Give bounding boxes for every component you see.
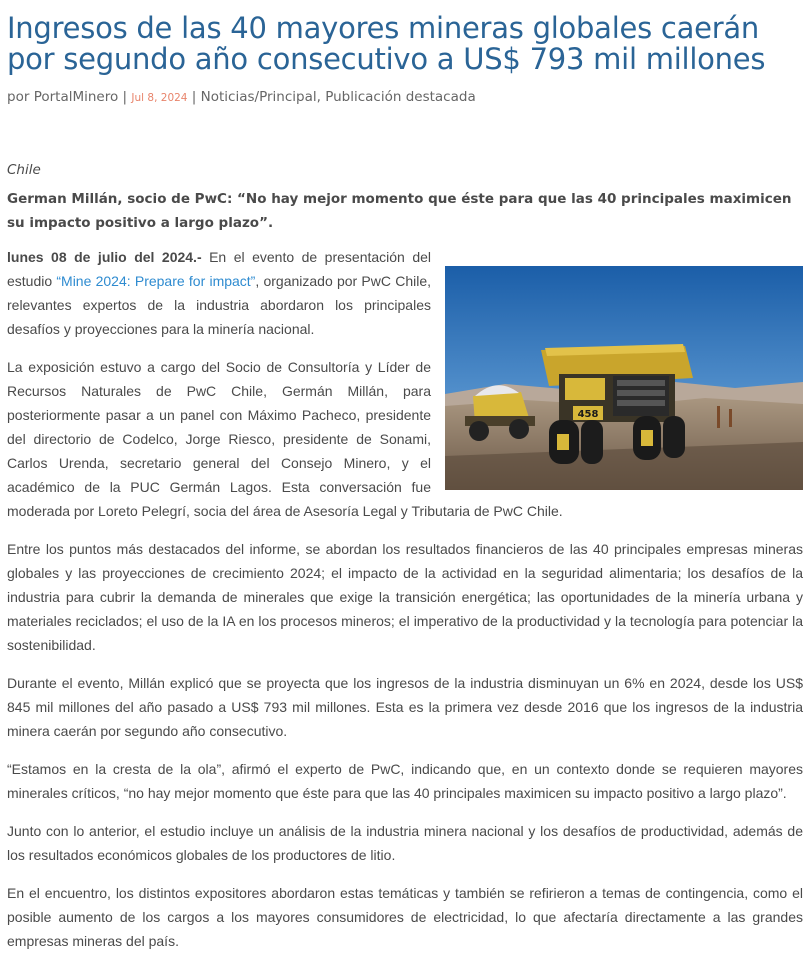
truck-number-label: 458 bbox=[577, 409, 599, 420]
mining-truck-photo bbox=[445, 266, 803, 490]
paragraph: Entre los puntos más destacados del informe, se abordan los resultados financieros de las 40 principales empresas mineras globales y las proyecciones de crecimiento 2024; el impacto de la actividad en la seguridad alimentaria; los desafíos de la industria para cubrir la demanda de minerales que exige la transición energética; las oportunidades de la minería urbana y materiales reciclados; el uso de la IA en los procesos mineros; el imperativo de la productividad y la tecnología para potenciar la sostenibilidad. bbox=[7, 541, 803, 653]
meta-separator: | bbox=[191, 89, 197, 105]
paragraph: Durante el evento, Millán explicó que se proyecta que los ingresos de la industria disminuyan un 6% en 2024, desde los US$ 845 mil millones del año pasado a US$ 793 mil millones. Esta es la primera vez desde 2016 que los ingresos de la industria minera caerán por segundo año consecutivo. bbox=[7, 675, 803, 739]
study-link[interactable]: “Mine 2024: Prepare for impact” bbox=[56, 273, 256, 289]
paragraph: En el encuentro, los distintos expositores abordaron estas temáticas y también se refirieron a temas de contingencia, como el posible aumento de los cargos a los mayores consumidores de electricidad, lo que afectaría directamente a las grandes empresas mineras del país. bbox=[7, 885, 803, 949]
paragraph: La exposición estuvo a cargo del Socio de Consultoría y Líder de Recursos Naturales de PwC Chile, Germán Millán, para posteriormente pasar a un panel con Máximo Pacheco, presidente del directorio de Codelco, Jorge Riesco, presidente de Sonami, Carlos Urenda, secretario general del Consejo Minero, y el académico de la PUC Germán Lagos. Esta conversación fue moderada por Loreto Pelegrí, socia del área de Asesoría Legal y Tributaria de PwC Chile. bbox=[7, 359, 563, 519]
category-links[interactable]: Noticias/Principal, Publicación destacada bbox=[200, 89, 476, 105]
author-link[interactable]: PortalMinero bbox=[33, 89, 119, 105]
country-label: Chile bbox=[7, 162, 41, 178]
article-title: Ingresos de las 40 mayores mineras globales caerán por segundo año consecutivo a US$ 793 mil millones bbox=[7, 11, 766, 76]
paragraph: “Estamos en la cresta de la ola”, afirmó el experto de PwC, indicando que, en un contexto donde se requieren mayores minerales críticos, “no hay mejor momento que éste para que las 40 principales maximicen su impacto positivo a largo plazo”. bbox=[7, 761, 803, 801]
paragraph-text: En el evento de presentación del estudio bbox=[7, 249, 432, 289]
article-lead: German Millán, socio de PwC: “No hay mejor momento que éste para que las 40 principales maximicen su impacto positivo a largo plazo”. bbox=[7, 191, 792, 231]
article-meta bbox=[7, 89, 803, 105]
article-body bbox=[7, 245, 803, 953]
meta-separator: | bbox=[122, 89, 128, 105]
dateline: lunes 08 de julio del 2024.- bbox=[7, 249, 202, 265]
post-date: Jul 8, 2024 bbox=[131, 92, 188, 104]
meta-by: por bbox=[7, 89, 30, 105]
paragraph-text: , organizado por PwC Chile, relevantes expertos de la industria abordaron los principales desafíos y proyecciones para la minería nacional. bbox=[7, 273, 432, 337]
paragraph: Junto con lo anterior, el estudio incluye un análisis de la industria minera nacional y los desafíos de productividad, además de los resultados económicos globales de los productores de litio. bbox=[7, 823, 803, 863]
